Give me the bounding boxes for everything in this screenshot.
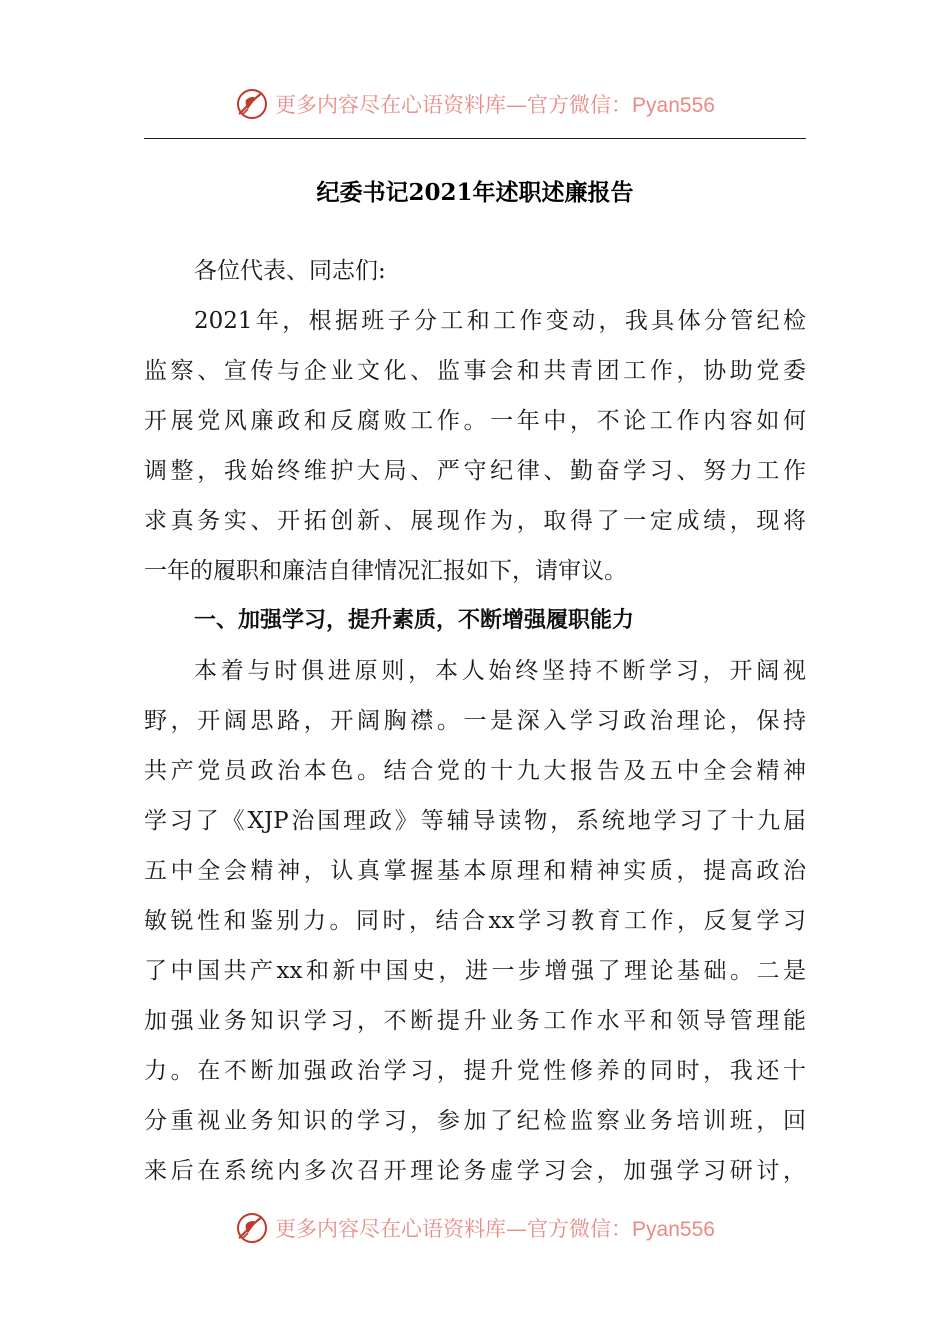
- paragraph-line: 野，开阔思路，开阔胸襟。一是深入学习政治理论，保持: [144, 708, 806, 734]
- salutation: 各位代表、同志们:: [194, 258, 386, 284]
- paragraph-line: 2021年，根据班子分工和工作变动，我具体分管纪检: [194, 308, 806, 334]
- footer-banner: [0, 1208, 950, 1248]
- paragraph-line: 学习了《XJP治国理政》等辅导读物，系统地学习了十九届: [144, 808, 806, 834]
- document-title: 纪委书记2021年述职述廉报告: [316, 179, 634, 206]
- header-divider: [144, 138, 806, 139]
- paragraph-line: 一年的履职和廉洁自律情况汇报如下，请审议。: [144, 558, 627, 584]
- paragraph-line: 开展党风廉政和反腐败工作。一年中，不论工作内容如何: [144, 408, 806, 434]
- banner-text: [275, 1213, 715, 1243]
- paragraph-line: 敏锐性和鉴别力。同时，结合xx学习教育工作，反复学习: [144, 908, 806, 934]
- paragraph-line: 来后在系统内多次召开理论务虚学习会，加强学习研讨，: [144, 1158, 806, 1184]
- document-body: [144, 246, 806, 1196]
- paragraph-line: 共产党员政治本色。结合党的十九大报告及五中全会精神: [144, 758, 806, 784]
- section-heading: 一、加强学习，提升素质，不断增强履职能力: [194, 608, 635, 633]
- paragraph-line: 加强业务知识学习，不断提升业务工作水平和领导管理能: [144, 1008, 806, 1034]
- paragraph-line: 分重视业务知识的学习，参加了纪检监察业务培训班，回: [144, 1108, 806, 1134]
- pen-nib-logo-icon: [235, 1211, 269, 1245]
- banner-label: 更多内容尽在心语资料库—官方微信：: [275, 1217, 633, 1241]
- paragraph-line: 了中国共产xx和新中国史，进一步增强了理论基础。二是: [144, 958, 806, 984]
- paragraph-line: 五中全会精神，认真掌握基本原理和精神实质，提高政治: [144, 858, 806, 884]
- header-banner: [0, 84, 950, 124]
- pen-nib-logo-icon: [235, 87, 269, 121]
- paragraph-line: 力。在不断加强政治学习，提升党性修养的同时，我还十: [144, 1058, 806, 1084]
- wechat-id: Pyan556: [632, 94, 715, 117]
- banner-label: 更多内容尽在心语资料库—官方微信：: [275, 93, 633, 117]
- paragraph-line: 本着与时俱进原则，本人始终坚持不断学习，开阔视: [194, 658, 806, 684]
- banner-text: [275, 89, 715, 119]
- wechat-id: Pyan556: [632, 1218, 715, 1241]
- paragraph-line: 求真务实、开拓创新、展现作为，取得了一定成绩，现将: [144, 508, 806, 534]
- paragraph-line: 调整，我始终维护大局、严守纪律、勤奋学习、努力工作: [144, 458, 806, 484]
- paragraph-line: 监察、宣传与企业文化、监事会和共青团工作，协助党委: [144, 358, 806, 384]
